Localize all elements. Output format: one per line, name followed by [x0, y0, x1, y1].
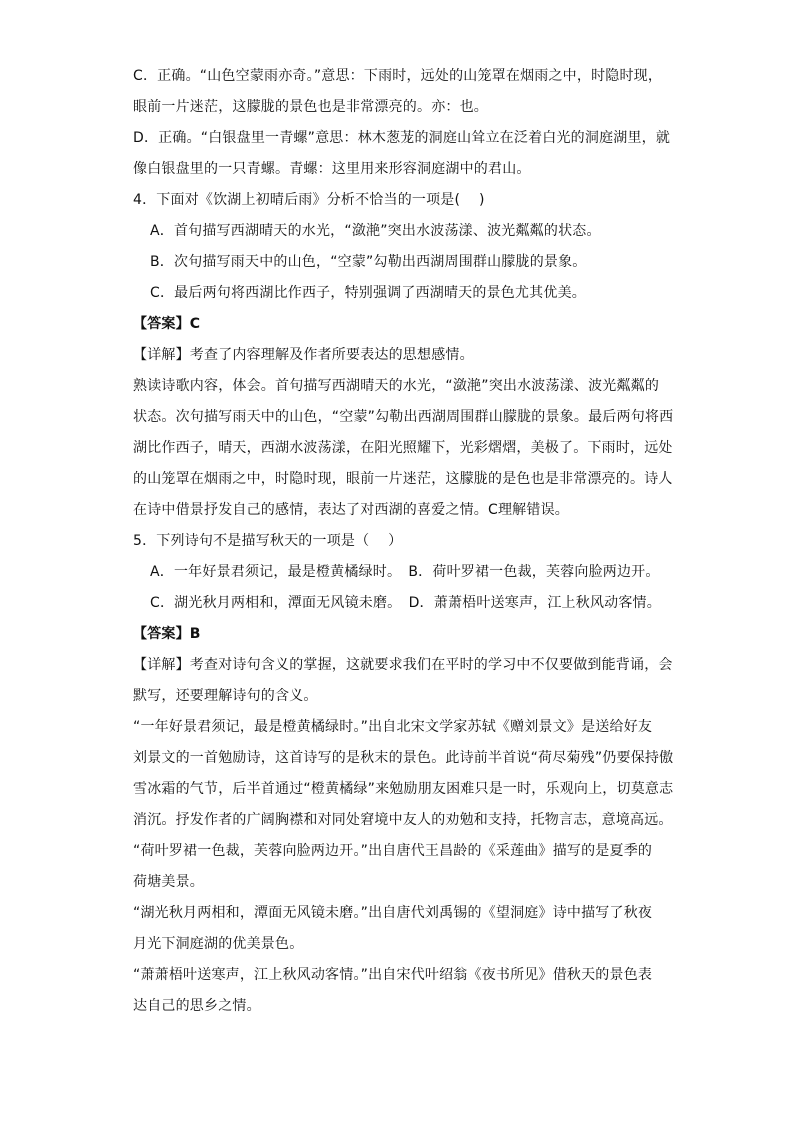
- text-line: “湖光秋月两相和，潭面无风镜未磨。”出自唐代刘禹锡的《望洞庭》诗中描写了秋夜: [133, 905, 653, 921]
- text-line: 眼前一片迷茫，这朦胧的景色也是非常漂亮的。亦：也。: [133, 99, 488, 115]
- answer-label: 【答案】B: [133, 626, 201, 642]
- option-c: C．最后两句将西湖比作西子，特别强调了西湖晴天的景色尤其优美。: [150, 285, 586, 301]
- text-line: 刘景文的一首勉励诗，这首诗写的是秋末的景色。此诗前半首说“荷尽菊残”仍要保持傲: [133, 750, 674, 766]
- text-line: 熟读诗歌内容，体会。首句描写西湖晴天的水光，“潋滟”突出水波荡漾、波光粼粼的: [133, 378, 660, 394]
- option-a: A．首句描写西湖晴天的水光，“潋滟”突出水波荡漾、波光粼粼的状态。: [150, 223, 601, 239]
- options-ab: A．一年好景君须记，最是橙黄橘绿时。 B．荷叶罗裙一色裁，芙蓉向脸两边开。: [150, 564, 660, 580]
- text-line: 状态。次句描写雨天中的山色，“空蒙”勾勒出西湖周围群山朦胧的景象。最后两句将西: [133, 409, 674, 425]
- text-line: 像白银盘里的一只青螺。青螺：这里用来形容洞庭湖中的君山。: [133, 161, 531, 177]
- explanation-heading: 【详解】考查对诗句含义的掌握，这就要求我们在平时的学习中不仅要做到能背诵，会: [133, 657, 673, 673]
- text-line: 雪冰霜的气节，后半首通过“橙黄橘绿”来勉励朋友困难只是一时，乐观向上，切莫意志: [133, 781, 674, 797]
- question-heading: 4．下面对《饮湖上初晴后雨》分析不恰当的一项是( ): [133, 192, 485, 208]
- text-line: 的山笼罩在烟雨之中，时隐时现，眼前一片迷茫，这朦胧的是色也是非常漂亮的。诗人: [133, 471, 673, 487]
- text-line: “萧萧梧叶送寒声，江上秋风动客情。”出自宋代叶绍翁《夜书所见》借秋天的景色表: [133, 967, 653, 983]
- option-b: B．次句描写雨天中的山色，“空蒙”勾勒出西湖周围群山朦胧的景象。: [150, 254, 587, 270]
- text-line: 消沉。抒发作者的广阔胸襟和对同处窘境中友人的劝勉和支持，托物言志，意境高远。: [133, 812, 673, 828]
- explanation-heading: 【详解】考查了内容理解及作者所要表达的思想感情。: [133, 347, 474, 363]
- text-line: 默写，还要理解诗句的含义。: [133, 688, 318, 704]
- text-line: “荷叶罗裙一色裁，芙蓉向脸两边开。”出自唐代王昌龄的《采莲曲》描写的是夏季的: [133, 843, 653, 859]
- answer-label: 【答案】C: [133, 316, 201, 332]
- question-heading: 5．下列诗句不是描写秋天的一项是（ ）: [133, 533, 403, 549]
- text-line: D．正确。“白银盘里一青螺”意思：林木葱茏的洞庭山耸立在泛着白光的洞庭湖里，就: [133, 130, 671, 146]
- text-line: 月光下洞庭湖的优美景色。: [133, 936, 304, 952]
- options-cd: C．湖光秋月两相和，潭面无风镜未磨。 D．萧萧梧叶送寒声，江上秋风动客情。: [150, 595, 661, 611]
- text-line: 在诗中借景抒发自己的感情，表达了对西湖的喜爱之情。C理解错误。: [133, 502, 569, 518]
- text-line: 荷塘美景。: [133, 874, 204, 890]
- text-line: 湖比作西子，晴天，西湖水波荡漾，在阳光照耀下，光彩熠熠，美极了。下雨时，远处: [133, 440, 673, 456]
- text-line: C．正确。“山色空蒙雨亦奇。”意思：下雨时，远处的山笼罩在烟雨之中，时隐时现，: [133, 68, 663, 84]
- text-line: 达自己的思乡之情。: [133, 998, 261, 1014]
- text-line: “一年好景君须记，最是橙黄橘绿时。”出自北宋文学家苏轼《赠刘景文》是送给好友: [133, 719, 653, 735]
